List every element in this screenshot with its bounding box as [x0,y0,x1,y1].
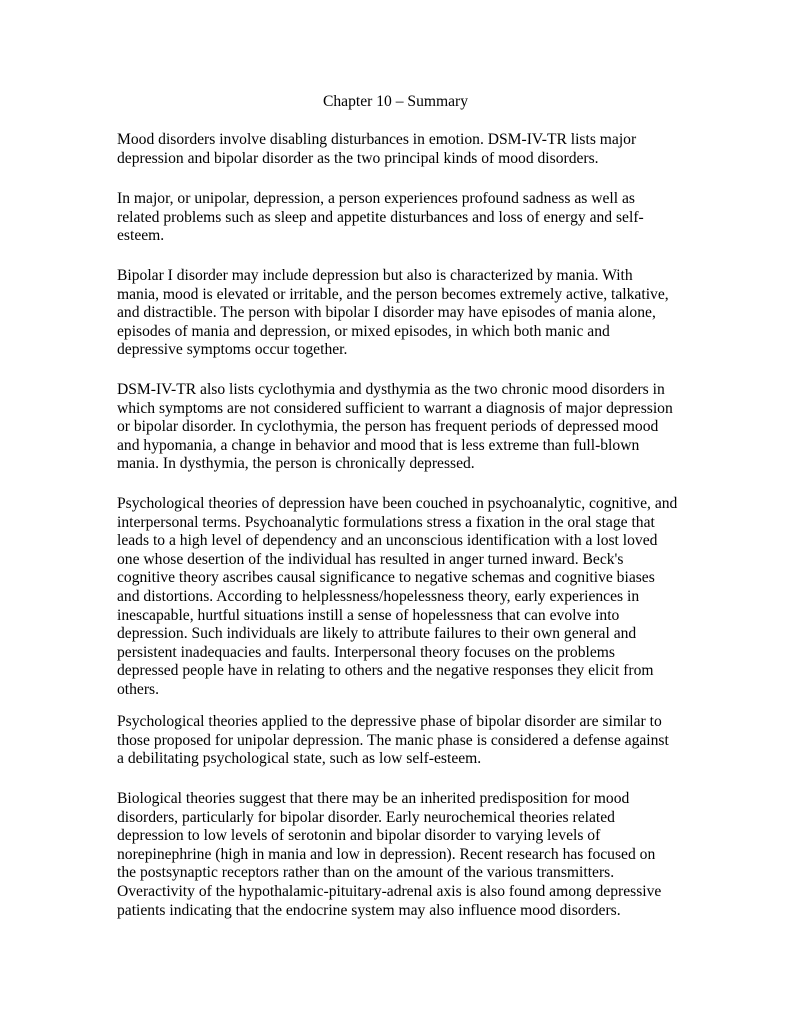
text-line: inescapable, hurtful situations instill a sense of hopelessness that can evolve into [117,606,620,624]
text-line: Biological theories suggest that there may be an inherited predisposition for mood [117,790,630,807]
text-line: Bipolar I disorder may include depression but also is characterized by mania. With [117,267,633,284]
text-line: Overactivity of the hypothalamic-pituitary-adrenal axis is also found among depressive [117,882,662,900]
text-line: persistent inadequacies and faults. Interpersonal theory focuses on the problems [117,643,615,661]
text-line: and distortions. According to helplessness/hopelessness theory, early experiences in [117,587,640,605]
paragraph-bipolar-disorder [117,267,669,360]
text-line: interpersonal terms. Psychoanalytic formulations stress a fixation in the oral stage that [117,513,655,531]
paragraph-psychological-theories [117,495,677,700]
text-line: those proposed for unipolar depression. The manic phase is considered a defense against [117,731,669,749]
text-line: depression. Such individuals are likely to attribute failures to their own general and [117,625,637,643]
paragraph-mood-disorders-overview [117,131,636,168]
text-line: depressed people have in relating to others and the negative responses they elicit from [117,662,654,680]
text-line: Mood disorders involve disabling disturbances in emotion. DSM-IV-TR lists major [117,131,637,148]
paragraph-chronic-mood-disorders [117,381,673,474]
text-line: DSM-IV-TR also lists cyclothymia and dysthymia as the two chronic mood disorders in [117,381,665,398]
text-line: cognitive theory ascribes causal significance to negative schemas and cognitive biases [117,569,655,587]
paragraph-biological-theories [117,790,661,920]
text-line: one whose desertion of the individual has resulted in anger turned inward. Beck's [117,550,624,568]
text-line: others. [117,680,160,698]
text-line: which symptoms are not considered sufficient to warrant a diagnosis of major depression [117,399,673,417]
text-line: mania, mood is elevated or irritable, and the person becomes extremely active, talkative, [117,285,669,303]
text-line: a debilitating psychological state, such as low self-esteem. [117,750,482,768]
text-line: and hypomania, a change in behavior and mood that is less extreme than full-blown [117,436,640,454]
text-line: depressive symptoms occur together. [117,341,348,359]
text-line: In major, or unipolar, depression, a person experiences profound sadness as well as [117,190,635,207]
paragraph-bipolar-psychological-theories [117,713,669,769]
text-line: related problems such as sleep and appetite disturbances and loss of energy and self- [117,208,644,226]
text-line: patients indicating that the endocrine system may also influence mood disorders. [117,901,621,919]
text-line: esteem. [117,227,165,245]
text-line: disorders, particularly for bipolar disorder. Early neurochemical theories related [117,808,615,826]
text-line: Psychological theories of depression have been couched in psychoanalytic, cognitive, and [117,495,678,512]
text-line: leads to a high level of dependency and an unconscious identification with a lost loved [117,532,658,550]
text-line: or bipolar disorder. In cyclothymia, the person has frequent periods of depressed mood [117,418,659,436]
text-line: episodes of mania and depression, or mixed episodes, in which both manic and [117,322,610,340]
paragraph-unipolar-depression [117,190,644,246]
text-line: and distractible. The person with bipolar I disorder may have episodes of mania alone, [117,304,656,322]
text-line: mania. In dysthymia, the person is chronically depressed. [117,455,475,473]
page-title: Chapter 10 – Summary [322,93,469,110]
text-line: depression to low levels of serotonin and bipolar disorder to varying levels of [117,827,601,845]
text-line: the postsynaptic receptors rather than on the amount of the various transmitters. [117,864,615,882]
text-line: Psychological theories applied to the depressive phase of bipolar disorder are similar to [117,713,662,730]
text-line: depression and bipolar disorder as the two principal kinds of mood disorders. [117,149,599,167]
text-line: norepinephrine (high in mania and low in depression). Recent research has focused on [117,845,656,863]
